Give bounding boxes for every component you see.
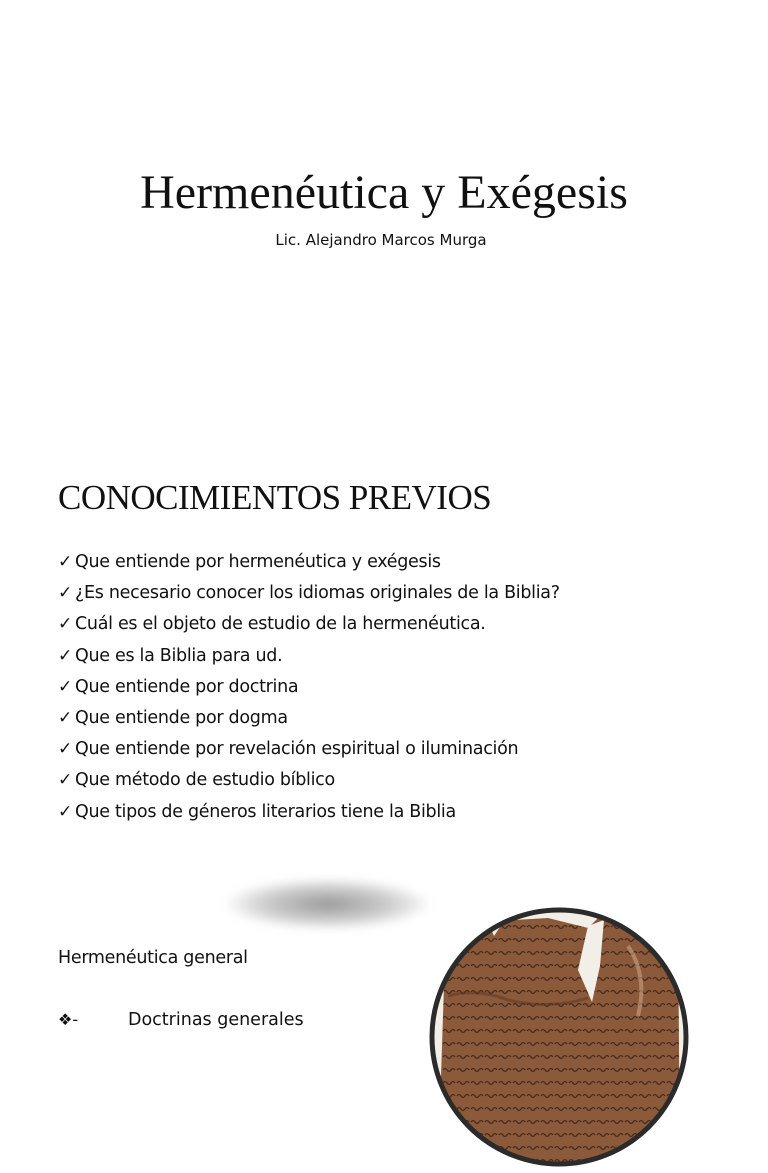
question-list (58, 547, 560, 828)
list-item-text: ¿Es necesario conocer los idiomas originales de la Biblia? (75, 583, 560, 604)
shadow-decoration (225, 878, 430, 930)
check-icon: ✓ (58, 707, 72, 728)
list-item-text: Que entiende por doctrina (75, 676, 299, 697)
list-item (58, 578, 560, 609)
hermeneutics-slide (0, 860, 768, 1030)
slide-heading: CONOCIMIENTOS PREVIOS (58, 478, 492, 517)
diamond-bullet-icon: ❖- (58, 1010, 79, 1029)
bullet-item-text: Doctrinas generales (128, 1010, 304, 1030)
list-item-text: Cuál es el objeto de estudio de la hermenéutica. (75, 614, 486, 635)
list-item (58, 672, 560, 703)
check-icon: ✓ (58, 801, 72, 822)
list-item-text: Que entiende por revelación espiritual o iluminación (75, 739, 519, 760)
list-item-text: Que tipos de géneros literarios tiene la Biblia (75, 801, 456, 822)
check-icon: ✓ (58, 770, 72, 791)
check-icon: ✓ (58, 645, 72, 666)
list-item-text: Que entiende por dogma (75, 707, 288, 728)
bullet-item (58, 1008, 304, 1032)
check-icon: ✓ (58, 676, 72, 697)
list-item-text: Que es la Biblia para ud. (75, 645, 283, 666)
title-slide (0, 0, 768, 440)
list-item (58, 547, 560, 578)
list-item (58, 609, 560, 640)
list-item (58, 797, 560, 828)
section-label: Hermenéutica general (58, 948, 248, 968)
list-item-text: Que entiende por hermenéutica y exégesis (75, 552, 441, 572)
check-icon: ✓ (58, 583, 72, 604)
list-item (58, 765, 560, 796)
check-icon: ✓ (58, 614, 72, 635)
check-icon: ✓ (58, 552, 72, 572)
list-item (58, 703, 560, 734)
list-item-text: Que método de estudio bíblico (75, 770, 335, 791)
list-item (58, 641, 560, 672)
papyrus-image-svg (428, 906, 690, 1168)
presentation-title: Hermenéutica y Exégesis (140, 166, 628, 219)
papyrus-manuscript-image (428, 906, 690, 1168)
prior-knowledge-slide (0, 440, 768, 860)
list-item (58, 734, 560, 765)
check-icon: ✓ (58, 739, 72, 760)
presenter-name: Lic. Alejandro Marcos Murga (275, 231, 487, 249)
